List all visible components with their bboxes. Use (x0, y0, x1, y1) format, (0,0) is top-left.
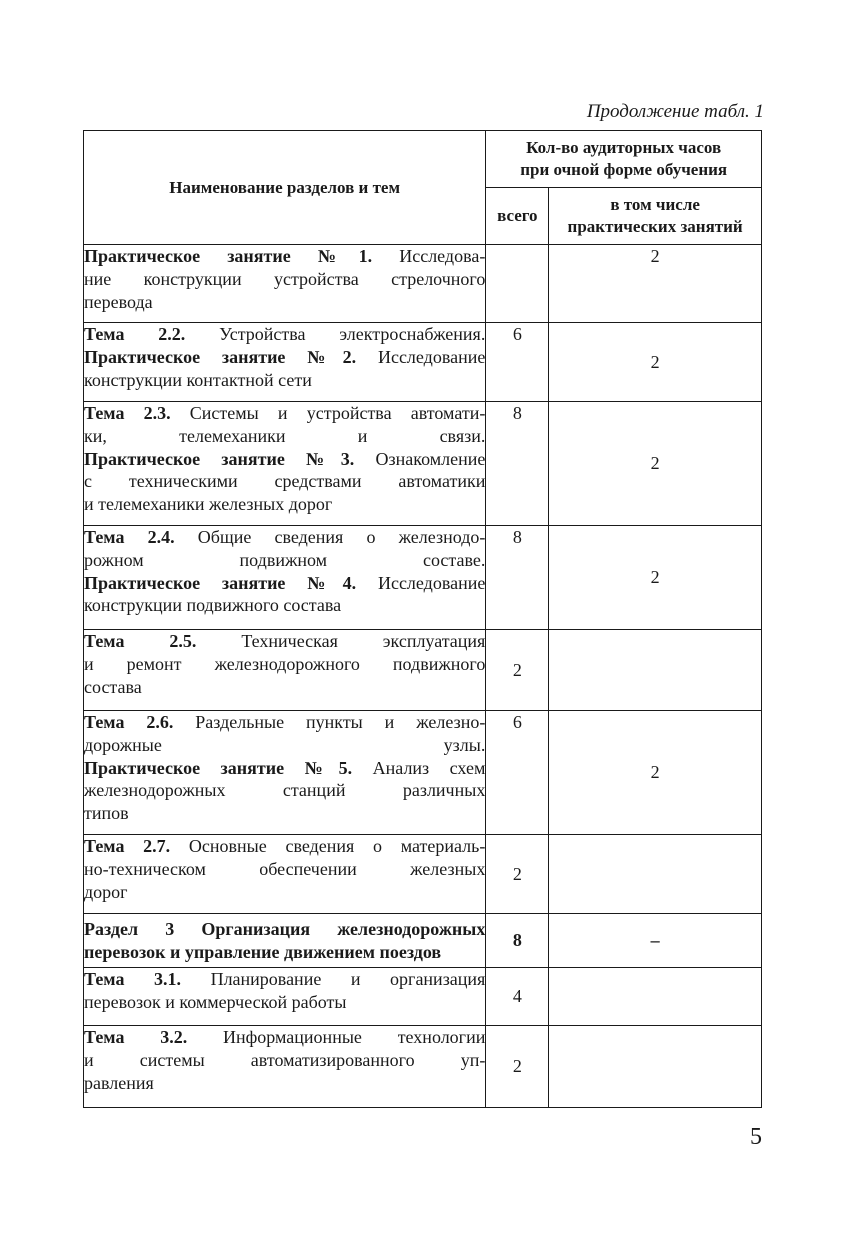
practical-hours-cell: 2 (549, 402, 762, 526)
topic-name-cell (84, 711, 486, 835)
practical-hours-cell: 2 (549, 526, 762, 630)
topic-name-cell (84, 630, 486, 711)
topic-name-cell (84, 526, 486, 630)
topic-name-cell (84, 323, 486, 402)
topic-text-line (84, 268, 485, 291)
topic-name-cell (84, 968, 486, 1026)
topic-text-line (84, 918, 485, 941)
page-number: 5 (750, 1124, 762, 1150)
topic-description: Устройства электроснабжения. (185, 324, 486, 344)
topic-description: и ремонт железнодорожного подвижного (84, 653, 486, 674)
header-practical-line-2: практических занятий (567, 217, 743, 236)
topic-text-line (84, 323, 485, 346)
topic-label: Тема 3.1. (84, 969, 182, 989)
topic-text-line (84, 448, 485, 471)
table-row (84, 402, 762, 526)
topic-description: ки, телемеханики и связи. (84, 425, 486, 446)
topic-label: Практическое занятие №2. (84, 346, 357, 367)
total-hours-cell: 2 (486, 630, 549, 711)
header-total-column (486, 188, 549, 245)
practical-hours-cell: 2 (549, 245, 762, 323)
table-row (84, 245, 762, 323)
table-body (84, 245, 762, 1108)
table-row (84, 835, 762, 914)
topic-description: перевода (84, 291, 153, 312)
topic-description: дорожные узлы. (84, 734, 486, 755)
topic-description: и системы автоматизированного уп- (84, 1049, 486, 1070)
topic-name-cell (84, 402, 486, 526)
topic-description: конструкции контактной сети (84, 369, 312, 390)
topic-text-line (84, 779, 485, 802)
topic-text-line (84, 734, 485, 757)
table-row (84, 526, 762, 630)
topic-text-line (84, 572, 485, 595)
topic-text-line (84, 1049, 485, 1072)
topic-text-line (84, 402, 485, 425)
header-total-label: всего (497, 206, 538, 225)
topic-label: Тема 2.2. (84, 324, 186, 344)
total-hours-cell: 8 (486, 914, 549, 968)
topic-description: Планирование и организация (181, 969, 486, 989)
table-header (84, 131, 762, 245)
topic-text-line (84, 941, 485, 964)
header-name-label: Наименование разделов и тем (169, 177, 401, 197)
topic-text-line (84, 346, 485, 369)
practical-hours-cell: 2 (549, 711, 762, 835)
topic-description: перевозок и коммерческой работы (84, 991, 347, 1012)
header-hours-line-2: при очной форме обучения (520, 160, 728, 179)
topic-label: Практическое занятие №3. (84, 448, 355, 469)
topic-text-line (84, 291, 485, 314)
topic-description: железнодорожных станций различных (84, 780, 486, 801)
topic-description: Исследование (356, 346, 486, 367)
total-hours-cell: 8 (486, 526, 549, 630)
topic-text-line (84, 968, 485, 991)
topic-label: перевозок и управление движением поездов (84, 941, 442, 962)
topic-text-line (84, 594, 485, 617)
topic-text-line (84, 1072, 485, 1095)
curriculum-table (83, 130, 762, 1108)
topic-label: Тема 2.3. (84, 403, 171, 423)
total-hours-cell: 2 (486, 1026, 549, 1108)
topic-text-line (84, 1026, 485, 1049)
topic-label: Тема 2.7. (84, 836, 171, 856)
practical-hours-cell (549, 630, 762, 711)
topic-description: Исследование (356, 572, 486, 593)
topic-text-line (84, 835, 485, 858)
topic-name-cell (84, 914, 486, 968)
topic-name-cell (84, 1026, 486, 1108)
topic-label: Тема 3.2. (84, 1027, 188, 1047)
topic-label: Тема 2.5. (84, 631, 197, 651)
topic-text-line (84, 425, 485, 448)
practical-hours-cell (549, 835, 762, 914)
topic-description: конструкции подвижного состава (84, 595, 342, 616)
topic-text-line (84, 549, 485, 572)
topic-description: и телемеханики железных дорог (84, 494, 333, 515)
topic-name-cell (84, 835, 486, 914)
topic-description: равления (84, 1072, 154, 1093)
topic-description: ние конструкции устройства стрелочного (84, 268, 486, 289)
topic-text-line (84, 245, 485, 268)
topic-text-line (84, 858, 485, 881)
table-row (84, 1026, 762, 1108)
practical-hours-cell: – (549, 914, 762, 968)
topic-description: состава (84, 676, 142, 697)
topic-label: Тема 2.6. (84, 712, 174, 732)
topic-name-cell (84, 245, 486, 323)
total-hours-cell (486, 245, 549, 323)
topic-description: Системы и устройства автомати- (170, 403, 486, 423)
topic-label: Практическое занятие №5. (84, 757, 353, 778)
practical-hours-cell (549, 968, 762, 1026)
header-practical-line-1: в том числе (610, 195, 700, 214)
practical-hours-cell: 2 (549, 323, 762, 402)
practical-hours-cell (549, 1026, 762, 1108)
topic-text-line (84, 369, 485, 392)
topic-description: Техническая эксплуатация (196, 631, 486, 651)
header-name-column (84, 131, 486, 245)
total-hours-cell: 8 (486, 402, 549, 526)
header-hours-group (486, 131, 762, 188)
topic-label: Практическое занятие №1. (84, 246, 373, 266)
total-hours-cell: 6 (486, 323, 549, 402)
topic-description: Анализ схем (352, 757, 486, 778)
topic-text-line (84, 676, 485, 699)
topic-text-line (84, 526, 485, 549)
topic-label: Практическое занятие №4. (84, 572, 357, 593)
topic-description: рожном подвижном составе. (84, 549, 486, 570)
total-hours-cell: 6 (486, 711, 549, 835)
topic-text-line (84, 991, 485, 1014)
topic-text-line (84, 881, 485, 904)
topic-text-line (84, 630, 485, 653)
topic-text-line (84, 493, 485, 516)
topic-text-line (84, 802, 485, 825)
header-practical-column (549, 188, 762, 245)
header-hours-line-1: Кол-во аудиторных часов (526, 138, 722, 157)
topic-label: Раздел 3 Организация железнодорожных (84, 918, 486, 939)
topic-description: Исследова- (372, 246, 486, 266)
table-row (84, 323, 762, 402)
topic-label: Тема 2.4. (84, 527, 175, 547)
table-row (84, 711, 762, 835)
topic-text-line (84, 653, 485, 676)
topic-text-line (84, 470, 485, 493)
total-hours-cell: 2 (486, 835, 549, 914)
section-row (84, 914, 762, 968)
topic-description: типов (84, 803, 129, 824)
topic-description: Основные сведения о материаль- (170, 836, 486, 856)
topic-text-line (84, 757, 485, 780)
topic-description: Ознакомление (354, 448, 486, 469)
total-hours-cell: 4 (486, 968, 549, 1026)
topic-description: Общие сведения о железнодо- (174, 527, 486, 547)
table-row (84, 630, 762, 711)
topic-description: дорог (84, 881, 128, 902)
topic-description: Информационные технологии (187, 1027, 486, 1047)
table-continuation-caption: Продолжение табл. 1 (586, 101, 764, 122)
topic-description: но-техническом обеспечении железных (84, 858, 486, 879)
topic-description: с техническими средствами автоматики (84, 471, 486, 492)
table-row (84, 968, 762, 1026)
topic-description: Раздельные пункты и железно- (173, 712, 486, 732)
topic-text-line (84, 711, 485, 734)
